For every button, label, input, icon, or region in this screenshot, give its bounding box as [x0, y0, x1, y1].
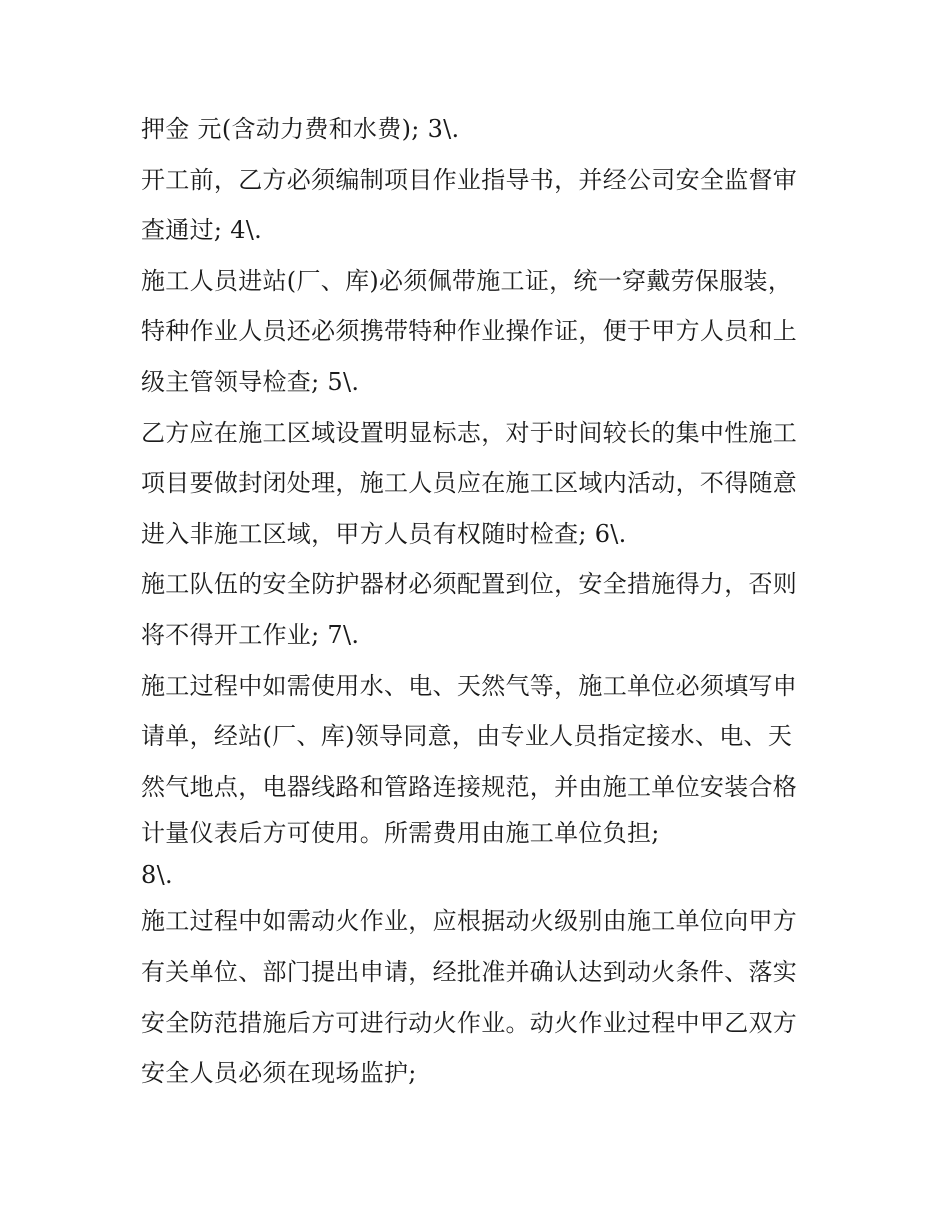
document-body — [141, 104, 821, 1099]
text-line: 请单，经站(厂、库)领导同意，由专业人员指定接水、电、天 — [141, 722, 793, 751]
text-line: 特种作业人员还必须携带特种作业操作证，便于甲方人员和上 — [141, 317, 798, 346]
text-line: 押金 元(含动力费和水费); 3\. — [141, 115, 460, 143]
text-line: 施工人员进站(厂、库)必须佩带施工证，统一穿戴劳保服装， — [141, 266, 793, 295]
text-line: 级主管领导检查; 5\. — [141, 367, 360, 396]
text-line: 施工过程中如需动火作业，应根据动火级别由施工单位向甲方 — [141, 907, 798, 936]
text-line: 然气地点，电器线路和管路连接规范，并由施工单位安装合格 — [141, 772, 798, 801]
text-line: 安全防范措施后方可进行动火作业。动火作业过程中甲乙双方 — [141, 1008, 798, 1037]
text-line: 将不得开工作业; 7\. — [141, 620, 360, 649]
text-line: 计量仪表后方可使用。所需费用由施工单位负担; — [141, 819, 660, 848]
text-line: 进入非施工区域，甲方人员有权随时检查; 6\. — [141, 519, 627, 548]
text-line: 施工过程中如需使用水、电、天然气等，施工单位必须填写申 — [141, 671, 798, 700]
text-line: 查通过; 4\. — [141, 216, 263, 245]
text-line: 8\. — [141, 861, 173, 890]
text-line: 项目要做封闭处理，施工人员应在施工区域内活动，不得随意 — [141, 469, 798, 498]
text-line: 有关单位、部门提出申请，经批准并确认达到动火条件、落实 — [141, 957, 798, 986]
text-line: 安全人员必须在现场监护; — [141, 1059, 417, 1088]
text-line: 乙方应在施工区域设置明显标志，对于时间较长的集中性施工 — [141, 418, 798, 447]
text-line: 开工前，乙方必须编制项目作业指导书，并经公司安全监督审 — [141, 165, 798, 194]
text-line: 施工队伍的安全防护器材必须配置到位，安全措施得力，否则 — [141, 570, 798, 599]
